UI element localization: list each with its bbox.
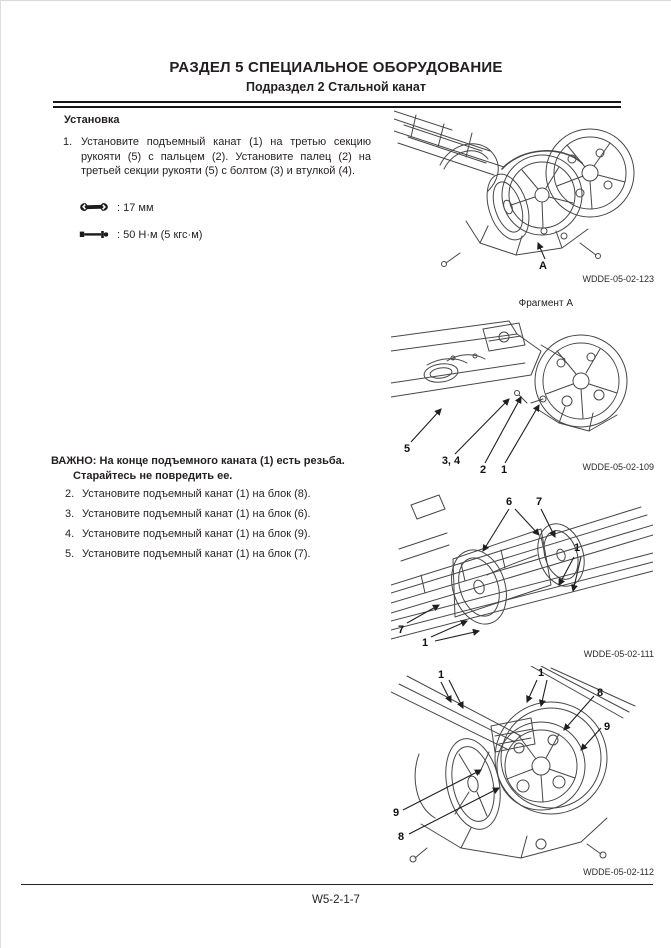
step-number: 5. [65, 548, 75, 560]
steps-list [65, 488, 375, 568]
figure-label-9a: 9 [603, 721, 611, 733]
figure-2-fragment-a [391, 311, 653, 479]
figure-label-1a: 1 [437, 669, 445, 681]
header-divider [53, 101, 621, 108]
step-text: Установите подъемный канат (1) на блок (6). [82, 508, 311, 520]
figure-3-blocks-6-7 [391, 489, 653, 649]
arm-body [391, 321, 541, 397]
step-number: 2. [65, 488, 75, 500]
step-text: Установите подъемный канат (1) на блок (7). [82, 548, 311, 560]
step-3 [65, 508, 375, 521]
figure-1-code: WDDE-05-02-123 [582, 274, 654, 284]
front-sheave [479, 169, 536, 245]
figure-4-code: WDDE-05-02-112 [583, 867, 654, 877]
figure-2-code: WDDE-05-02-109 [582, 462, 654, 472]
figure-label-2: 2 [479, 464, 487, 476]
figure-3-callouts [398, 496, 581, 649]
figure-label-8b: 8 [397, 831, 405, 843]
figure-label-1: 1 [573, 542, 581, 554]
big-sheave-pair [495, 702, 607, 814]
figure-3-code: WDDE-05-02-111 [583, 649, 654, 659]
figure-label-1: 1 [500, 464, 508, 476]
step-text: Установите подъемный канат (1) на третью секцию рукояти (5) с пальцем (2). Установите палец (2) на третьей секции рукояти (5) с болтом (3) и втулкой (4). [81, 136, 371, 178]
figure-label-1b: 1 [537, 667, 545, 679]
figure-1-boom-overview [394, 109, 654, 271]
figure-label-7: 7 [535, 496, 543, 508]
page-number: W5-2-1-7 [312, 894, 360, 906]
figure-label-7b: 7 [397, 624, 405, 636]
important-note: ВАЖНО: На конце подъемного каната (1) есть резьба. Старайтесь не повредить ее. [51, 455, 345, 482]
bottom-bracket [410, 818, 607, 862]
figure-label-8a: 8 [596, 687, 604, 699]
cables [391, 553, 653, 639]
step-text: Установите подъемный канат (1) на блок (8). [82, 488, 311, 500]
step-4 [65, 528, 375, 541]
front-sheave [438, 734, 508, 835]
spec-text: : 17 мм [117, 201, 154, 214]
figure-label-5: 5 [403, 443, 411, 455]
footer-divider [21, 884, 653, 885]
figure-1-drawing [394, 109, 654, 271]
spec-wrench-size [79, 201, 154, 214]
step-number: 1. [63, 136, 73, 148]
wrench-icon [79, 202, 110, 213]
mid-sheave [502, 155, 582, 235]
figure-2-drawing [391, 311, 653, 479]
step-number: 3. [65, 508, 75, 520]
step-text: Установите подъемный канат (1) на блок (9). [82, 528, 311, 540]
step-5 [65, 548, 375, 561]
step-1 [63, 135, 371, 179]
spec-torque [79, 228, 202, 241]
figure-label-3-4: 3, 4 [441, 455, 461, 467]
step-number: 4. [65, 528, 75, 540]
page-title: РАЗДЕЛ 5 СПЕЦИАЛЬНОЕ ОБОРУДОВАНИЕ [169, 59, 503, 76]
figure-label-A: A [539, 260, 547, 271]
page-subtitle: Подраздел 2 Стальной канат [246, 80, 426, 94]
cables-top [391, 666, 635, 750]
torque-wrench-icon [79, 229, 110, 240]
figure-label-1b: 1 [421, 637, 429, 649]
step-2 [65, 488, 375, 501]
boom-structure [394, 111, 504, 175]
figure-4-blocks-8-9 [391, 666, 653, 864]
figure-label-6: 6 [505, 496, 513, 508]
arm-rails [391, 495, 653, 613]
spec-text: : 50 Н·м (5 кгс·м) [117, 228, 203, 241]
figure-2-caption: Фрагмент A [518, 298, 573, 309]
section-heading: Установка [64, 114, 120, 126]
sheave [535, 335, 627, 427]
rear-sheave [546, 129, 634, 217]
figure-3-drawing [391, 489, 653, 649]
figure-4-drawing [391, 666, 653, 864]
figure-label-9b: 9 [392, 807, 400, 819]
